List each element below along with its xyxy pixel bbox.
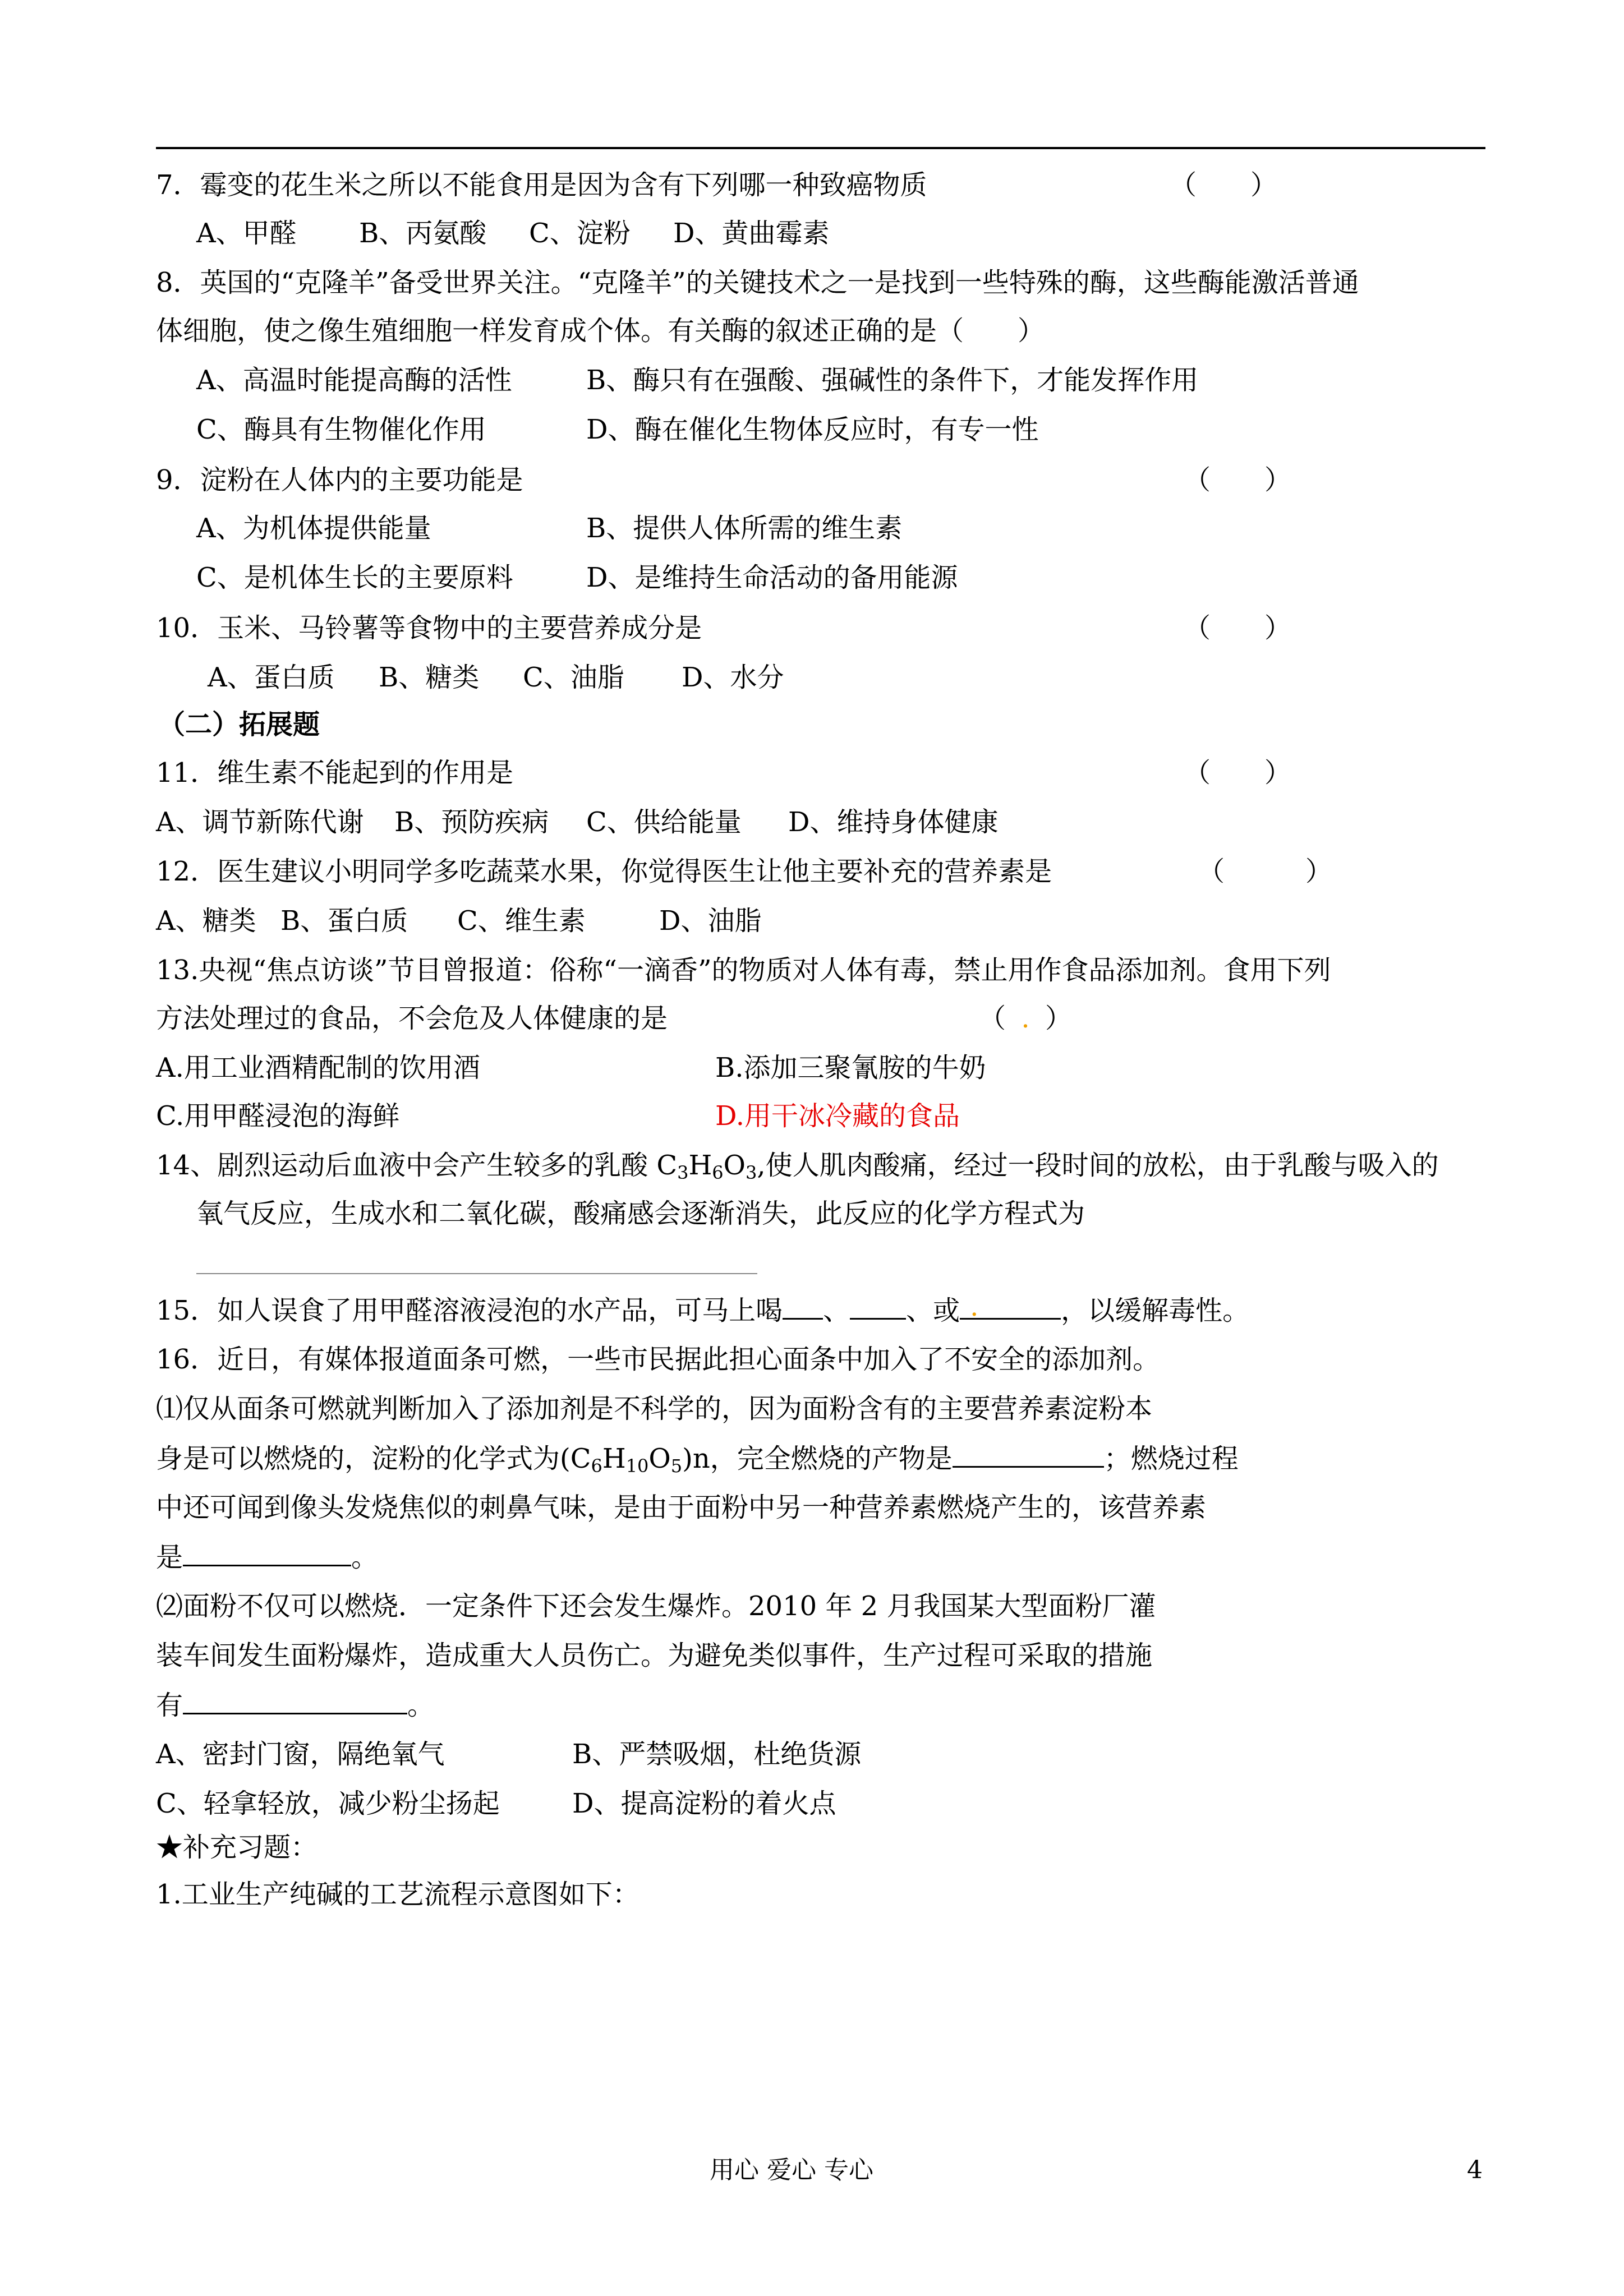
q16-blank-product (953, 1441, 1104, 1468)
q9-option-d: D、是维持生命活动的备用能源 (586, 562, 958, 593)
q9-option-c: C、是机体生长的主要原料 (196, 562, 513, 593)
q16-o: O (648, 1443, 671, 1474)
q11-option-d: D、维持身体健康 (788, 806, 999, 838)
q16-option-b: B、严禁吸烟，杜绝货源 (572, 1739, 862, 1770)
q16-part2-line1: ⑵面粉不仅可以燃烧．一定条件下还会发生爆炸。2010 年 2 月我国某大型面粉厂灌 (156, 1590, 1156, 1622)
q8-option-c: C、酶具有生物催化作用 (196, 414, 486, 445)
q15-text-d: ，以缓解毒性。 (1061, 1295, 1250, 1326)
q11-answer-paren: （ ） (1184, 757, 1292, 789)
q14-sub-h: 6 (712, 1162, 724, 1183)
q15-sep-2: 、或 (906, 1295, 960, 1326)
q15-blank-1 (783, 1293, 823, 1320)
q9-stem: 9．淀粉在人体内的主要功能是 (156, 464, 523, 496)
q15-blank-dot: . (970, 1291, 979, 1322)
q8-option-d: D、酶在催化生物体反应时，有专一性 (586, 414, 1039, 445)
q16-part1-line1: ⑴仅从面条可燃就判断加入了添加剂是不科学的，因为面粉含有的主要营养素淀粉本 (156, 1393, 1153, 1424)
q12-option-c: C、维生素 (457, 905, 586, 937)
q16-blank-nutrient (183, 1540, 351, 1566)
q13-option-c: C.用甲醛浸泡的海鲜 (156, 1100, 400, 1132)
q13-option-a: A.用工业酒精配制的饮用酒 (156, 1052, 480, 1084)
q16-stem: 16．近日，有媒体报道面条可燃，一些市民据此担心面条中加入了不安全的添加剂。 (156, 1344, 1160, 1375)
q16-part2-line2: 装车间发生面粉爆炸，造成重大人员伤亡。为避免类似事件，生产过程可采取的措施 (156, 1640, 1153, 1671)
q11-stem: 11．维生素不能起到的作用是 (156, 757, 514, 789)
q16-part2-line3 (156, 1688, 434, 1722)
q16-p2-text-a: 有 (156, 1690, 183, 1721)
q12-answer-paren: （ ） (1198, 856, 1333, 887)
supplement-title: ★补充习题： (156, 1832, 318, 1863)
q16-sub-c: 6 (591, 1455, 602, 1477)
q10-stem: 10．玉米、马铃薯等食物中的主要营养成分是 (156, 612, 702, 644)
q10-option-b: B、糖类 (379, 662, 480, 693)
q8-stem-line1: 8．英国的“克隆羊”备受世界关注。“克隆羊”的关键技术之一是找到一些特殊的酶，这些酶能激活普通 (156, 267, 1359, 298)
q15-blank-2 (850, 1293, 906, 1320)
q14-sub-c: 3 (677, 1162, 689, 1183)
q15-text-a: 15．如人误食了用甲醛溶液浸泡的水产品，可马上喝 (156, 1295, 783, 1326)
q10-option-d: D、水分 (682, 662, 784, 693)
supplement-q1: 1.工业生产纯碱的工艺流程示意图如下： (156, 1879, 640, 1910)
q13-answer-paren (979, 1002, 1072, 1035)
q16-part1-line3: 中还可闻到像头发烧焦似的刺鼻气味，是由于面粉中另一种营养素燃烧产生的，该营养素 (156, 1492, 1207, 1523)
q16-h: H (602, 1443, 626, 1474)
q16-option-d: D、提高淀粉的着火点 (572, 1788, 836, 1819)
page-number: 4 (1467, 2156, 1483, 2184)
q7-option-c: C、淀粉 (529, 218, 631, 249)
q12-option-b: B、蛋白质 (280, 905, 408, 937)
q8-option-b: B、酶只有在强酸、强碱性的条件下，才能发挥作用 (586, 365, 1199, 396)
q9-option-b: B、提供人体所需的维生素 (586, 513, 903, 544)
q14-stem-line1 (156, 1149, 1439, 1182)
q7-option-a: A、甲醛 (196, 218, 297, 249)
footer-motto: 用心 爱心 专心 (710, 2156, 873, 2184)
q14-o: O (723, 1150, 746, 1181)
q14-text-a: 14、剧烈运动后血液中会产生较多的乳酸 C (156, 1150, 678, 1181)
q14-sub-o: 3 (746, 1162, 757, 1183)
q7-option-d: D、黄曲霉素 (673, 218, 830, 249)
q11-option-a: A、调节新陈代谢 (156, 806, 364, 838)
q16-part1-line2 (156, 1441, 1239, 1475)
q13-paren-left: （ (979, 1003, 1006, 1034)
q12-stem: 12．医生建议小明同学多吃蔬菜水果，你觉得医生让他主要补充的营养素是 (156, 856, 1052, 887)
q11-option-b: B、预防疾病 (394, 806, 549, 838)
q16-p1-text-b: )n，完全燃烧的产物是 (682, 1443, 953, 1474)
q16-p1-text-d: 是 (156, 1542, 183, 1573)
q16-blank-measures (183, 1688, 407, 1714)
q16-p2-text-b: 。 (407, 1690, 435, 1721)
q8-option-a: A、高温时能提高酶的活性 (196, 365, 512, 396)
q10-answer-paren: （ ） (1184, 612, 1292, 644)
q15-sep-1: 、 (823, 1295, 850, 1326)
q13-option-d: D.用干冰冷藏的食品 (715, 1100, 960, 1132)
q14-h: H (688, 1150, 712, 1181)
q16-option-a: A、密封门窗，隔绝氧气 (156, 1739, 445, 1770)
q16-p1-text-a: 身是可以燃烧的，淀粉的化学式为(C (156, 1443, 591, 1474)
q16-option-c: C、轻拿轻放，减少粉尘扬起 (156, 1788, 500, 1819)
section-heading-extension: （二）拓展题 (158, 709, 320, 740)
q16-sub-o: 5 (670, 1455, 683, 1477)
q14-answer-line (196, 1273, 757, 1274)
q12-option-a: A、糖类 (156, 905, 256, 937)
q7-option-b: B、丙氨酸 (359, 218, 487, 249)
q14-stem-line2: 氧气反应，生成水和二氧化碳，酸痛感会逐渐消失，此反应的化学方程式为 (196, 1198, 1085, 1229)
q13-paren-right: ） (1045, 1003, 1073, 1034)
q16-p1-text-c: ；燃烧过程 (1103, 1443, 1239, 1474)
q13-stem-line1: 13.央视“焦点访谈”节目曾报道：俗称“一滴香”的物质对人体有毒，禁止用作食品添加剂。食用下列 (156, 955, 1331, 986)
q14-text-b: ,使人肌肉酸痛，经过一段时间的放松，由于乳酸与吸入的 (757, 1150, 1439, 1181)
q13-paren-dot: . (1021, 1003, 1030, 1034)
q8-stem-line2: 体细胞，使之像生殖细胞一样发育成个体。有关酶的叙述正确的是（ ） (156, 315, 1045, 347)
q16-part1-line4 (156, 1540, 378, 1574)
header-rule (156, 147, 1485, 149)
q7-answer-paren: （ ） (1170, 169, 1278, 201)
q9-option-a: A、为机体提供能量 (196, 513, 431, 544)
q16-sub-h: 10 (625, 1455, 649, 1477)
q16-p1-text-e: 。 (351, 1542, 379, 1573)
q9-answer-paren: （ ） (1184, 464, 1292, 496)
q15-stem (156, 1293, 1249, 1327)
q13-option-b: B.添加三聚氰胺的牛奶 (715, 1052, 986, 1084)
q15-blank-3 (960, 1293, 1061, 1320)
q10-option-a: A、蛋白质 (208, 662, 335, 693)
q11-option-c: C、供给能量 (586, 806, 742, 838)
q13-stem-line2: 方法处理过的食品，不会危及人体健康的是 (156, 1003, 668, 1034)
q7-stem: 7．霉变的花生米之所以不能食用是因为含有下列哪一种致癌物质 (156, 169, 927, 201)
q12-option-d: D、油脂 (659, 905, 762, 937)
q10-option-c: C、油脂 (523, 662, 624, 693)
